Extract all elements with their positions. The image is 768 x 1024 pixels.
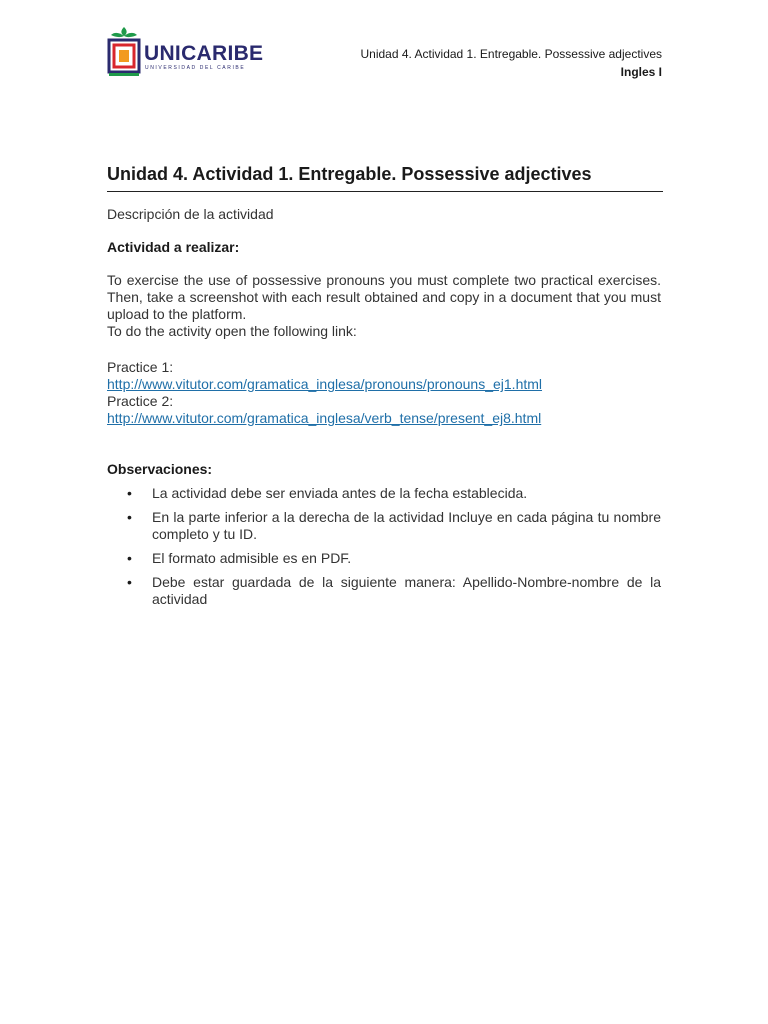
bullet-icon: •: [127, 550, 132, 566]
bullet-icon: •: [127, 574, 132, 590]
document-title: Unidad 4. Actividad 1. Entregable. Possessive adjectives: [107, 164, 663, 192]
activity-heading: Actividad a realizar:: [107, 239, 240, 255]
header-activity-title: Unidad 4. Actividad 1. Entregable. Possessive adjectives: [360, 47, 662, 61]
practice-1-label: Practice 1:: [107, 359, 174, 375]
header-info: [360, 45, 662, 81]
observation-text: Debe estar guardada de la siguiente manera: Apellido-Nombre-nombre de la actividad: [152, 574, 661, 607]
observations-heading: Observaciones:: [107, 461, 213, 477]
instructions-line: To exercise the use of possessive pronouns you must complete two practical exercises. Then, take a screenshot with each result obtained and copy in a document that you must upload to the platform.: [107, 272, 661, 322]
list-item: [107, 574, 661, 608]
practice-2-link[interactable]: http://www.vitutor.com/gramatica_inglesa/verb_tense/present_ej8.html: [107, 410, 542, 426]
observation-text: En la parte inferior a la derecha de la actividad Incluye en cada página tu nombre completo y tu ID.: [152, 509, 661, 542]
description-label: Descripción de la actividad: [107, 206, 274, 222]
practice-1-link[interactable]: http://www.vitutor.com/gramatica_inglesa/pronouns/pronouns_ej1.html: [107, 376, 543, 392]
practice-list: [107, 359, 661, 427]
practice-2-label: Practice 2:: [107, 393, 174, 409]
unicaribe-logo: [107, 24, 264, 80]
bullet-icon: •: [127, 485, 132, 501]
header-course: Ingles I: [620, 65, 662, 79]
observation-text: El formato admisible es en PDF.: [152, 550, 352, 566]
instructions-line: To do the activity open the following link:: [107, 323, 357, 339]
observation-text: La actividad debe ser enviada antes de la fecha establecida.: [152, 485, 528, 501]
list-item: [107, 485, 661, 502]
page-header: [107, 24, 662, 84]
logo-wordmark: UNICARIBE: [144, 42, 264, 65]
observations-list: [107, 485, 661, 615]
logo-subtext: UNIVERSIDAD DEL CARIBE: [145, 65, 246, 71]
bullet-icon: •: [127, 509, 132, 525]
list-item: [107, 550, 661, 567]
instructions-paragraph: [107, 272, 661, 340]
logo-book-icon: [107, 26, 141, 78]
list-item: [107, 509, 661, 543]
